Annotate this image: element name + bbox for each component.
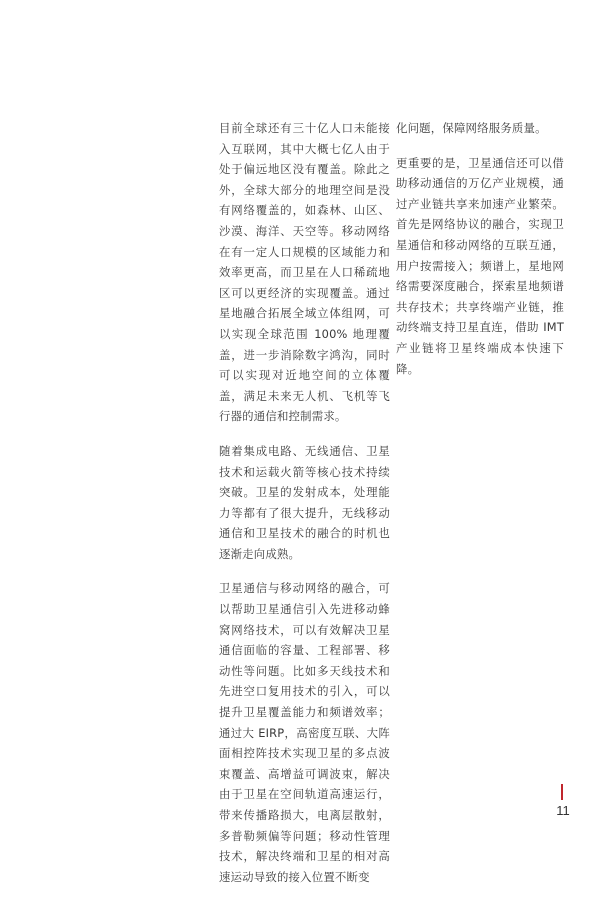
page-number: 11	[556, 803, 570, 818]
right-text-column	[396, 118, 564, 393]
paragraph-global-coverage: 目前全球还有三十亿人口未能接入互联网，其中大概七亿人由于处于偏远地区没有覆盖。除此之外，全球大部分的地理空间是没有网络覆盖的，如森林、山区、沙漠、海洋、天空等。移动网络在有一定人口规模的区域能力和效率更高，而卫星在人口稀疏地区可以更经济的实现覆盖。通过星地融合拓展全域立体组网，可以实现全球范围 100% 地理覆盖，进一步消除数字鸿沟，同时可以实现对近地空间的立体覆盖，满足未来无人机、飞机等飞行器的通信和控制需求。	[219, 121, 390, 424]
paragraph-satellite-mobile-fusion: 卫星通信与移动网络的融合，可以帮助卫星通信引入先进移动蜂窝网络技术，可以有效解决卫星通信面临的容量、工程部署、移动性等问题。比如多天线技术和先进空口复用技术的引入，可以提升卫星覆盖能力和频谱效率；通过大 EIRP，高密度互联、大阵面相控阵技术实现卫星的多点波束覆盖、高增益可调波束，解决由于卫星在空间轨道高速运行，带来传播路损大，电离层散射，多普勒频偏等问题；移动性管理技术，解决终端和卫星的相对高速运动导致的接入位置不断变	[219, 581, 390, 884]
paragraph-industry-scale: 更重要的是，卫星通信还可以借助移动通信的万亿产业规模，通过产业链共享来加速产业繁荣。首先是网络协议的融合，实现卫星通信和移动网络的互联互通，用户按需接入；频谱上，星地网络需要深度融合，探索星地频谱共存技术；共享终端产业链，推动终端支持卫星直连，借助 IMT 产业链将卫星终端成本快速下降。	[396, 155, 564, 376]
paragraph-continuation: 化问题，保障网络服务质量。	[396, 121, 547, 135]
paragraph-technology-maturity: 随着集成电路、无线通信、卫星技术和运载火箭等核心技术持续突破。卫星的发射成本，处理能力等都有了很大提升，无线移动通信和卫星技术的融合的时机也逐渐走向成熟。	[219, 443, 390, 561]
page-marker-bar	[561, 784, 563, 800]
left-text-column	[219, 118, 390, 901]
